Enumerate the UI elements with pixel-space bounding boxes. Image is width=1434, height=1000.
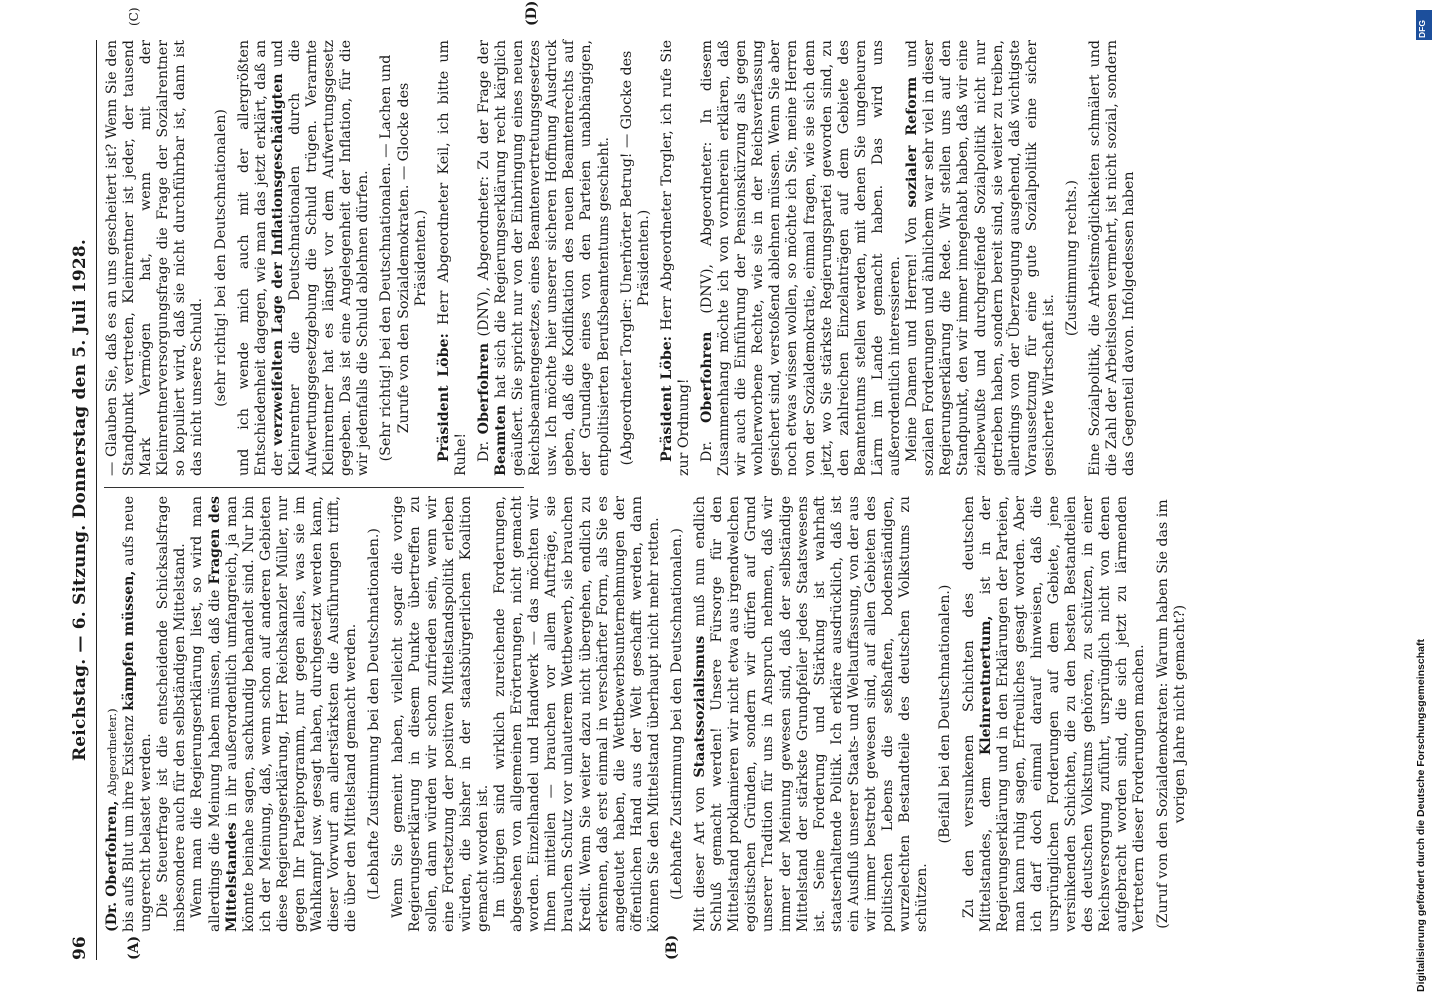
margin-letter-b: (B): [664, 934, 680, 960]
paragraph: Wenn Sie gemeint haben, vielleicht sogar die vorige Regierungserklärung in diesem Punkte übertreffen zu sollen, dann würden wir schon zufrieden sein, wenn wir eine Fortsetzung der positiven Mittelstandspolitik erleben würden, die bisher in der staatsbürgerlichen Koalition gemacht worden ist.: [389, 496, 491, 932]
paragraph: Im übrigen sind wirklich zureichende Forderungen, abgesehen von allgemeinen Erörterungen, nicht gemacht worden. Einzelhandel und Handwerk — das möchten wir Ihnen mitteilen — brauchen vor allem Aufträge, sie brauchen Schutz vor unlauterem Wettbewerb, sie brauchen Kredit. Wenn Sie weiter dazu nicht übergehen, endlich zu erkennen, daß erst einmal in verschärfter Form, als Sie es angedeutet haben, die Wettbewerbsunternehmungen der öffentlichen Hand aus der Welt geschafft werden, dann können Sie den Mittelstand überhaupt nicht mehr retten.: [492, 496, 662, 932]
paragraph: bis aufs Blut um ihre Existenz kämpfen müssen, aufs neue ungerecht belastet werden.: [121, 495, 155, 932]
paragraph: Wenn man die Regierungserklärung liest, so wird man allerdings die Meinung haben müssen, daß die Fragen des Mittelstandes in ihr außerordentlich umfangreich, ja man könnte beinahe sagen, sachkundig behandelt sind. Nur bin ich der Meinung, daß, wenn schon auf anderen Gebieten diese Regierungserklärung, Herr Reichskanzler Müller, nur gegen Ihr Parteiprogramm, nur gegen alles, was sie im Wahlkampf usw. gesagt haben, durchgesetzt werden kann, dieser Vorwurf am allerstärksten die Ausführungen trifft, die über den Mittelstand gemacht werden.: [189, 496, 360, 932]
interjection: (Abgeordneter Torgler: Unerhörter Betrug! — Glocke des Präsidenten.): [618, 50, 652, 466]
column-divider: [104, 487, 524, 488]
interjection: (Beifall bei den Deutschnationalen.): [937, 584, 954, 844]
running-head: Reichstag. — 6. Sitzung. Donnerstag den 5. Juli 1928.: [70, 238, 90, 762]
speaker-paragraph: Dr. Oberfohren (DNV), Abgeordneter: In diesem Zusammenhang möchte ich von vornherein erklären, daß wir auch die Einführung der Pensionskürzung als gegen wohlerworbene Rechte, wie sie in der Reichsverfassung gesichert sind, verstoßend ablehnen müssen. Wenn Sie aber noch etwas wissen wollen, so möchte ich Sie, meine Herren von der Sozialdemokratie, einmal fragen, wie sie sich denn jetzt, wo Sie stärkste Regierungspartei geworden sind, zu den zahlreichen Einzelanträgen auf dem Gebiete des Beamtentums stellen werden, mit denen Sie ungeheuren Lärm im Lande gemacht haben. Das wird uns außerordentlich interessieren.: [699, 40, 904, 476]
paragraph: Die Steuerfrage ist die entscheidende Schicksalsfrage insbesondere auch für den selbständigen Mittelstand.: [155, 496, 189, 932]
paragraph: Eine Sozialpolitik, die Arbeitsmöglichkeiten schmälert und die Zahl der Arbeitslosen vermehrt, ist nicht sozial, sondern das Gegenteil davon. Infolgedessen haben: [1087, 40, 1138, 476]
president-remark: Präsident Löbe: Herr Abgeordneter Keil, ich bitte um Ruhe!: [435, 39, 469, 476]
margin-letter-c: (C): [127, 7, 141, 26]
right-column: [104, 40, 1138, 476]
margin-letter-d: (D): [524, 0, 540, 26]
speaker-paragraph: Dr. Oberfohren (DNV), Abgeordneter: Zu der Frage der Beamten hat sich die Regierungserklärung recht kärglich geäußert. Sie spricht nur von der Einbringung eines neuen Reichsbeamtengesetzes, eines Beamtenvertretungsgesetzes usw. Ich möchte hier unserer sicheren Hoffnung Ausdruck geben, daß die Kodifikation des neuen Beamtenrechts auf der Grundlage eines von den Parteien unabhängigen, entpolitisierten Berufsbeamtentums geschieht.: [475, 39, 612, 476]
paragraph: Mit dieser Art von Staatssozialismus muß nun endlich Schluß gemacht werden! Unsere Fürsorge für den Mittelstand proklamieren wir nicht etwa aus irgendwelchen egoistischen Gründen, sondern wir dürfen auf Grund unserer Tradition für uns in Anspruch nehmen, daß wir immer der Meinung gewesen sind, daß der selbständige Mittelstand der stärkste Grundpfeiler jedes Staatswesens ist. Seine Forderung und Stärkung ist wahrhaft staatserhaltende Politik. Ich erkläre ausdrücklich, daß ist ein Ausfluß unserer Staats- und Weltauffassung, von der aus wir immer bestrebt gewesen sind, auf allen Gebieten des politischen Lebens die seßhaften, bodenständigen, wurzelechten Bestandteile des deutschen Volkstums zu schützen.: [692, 496, 931, 932]
document-page: [70, 0, 1370, 960]
interjection: (Zuruf von den Sozialdemokraten: Warum haben Sie das im vorigen Jahre nicht gemacht?): [1154, 499, 1188, 929]
margin-letter-a: (A): [126, 935, 142, 960]
digitization-credit: [1405, 0, 1434, 1000]
page-number: 96: [70, 936, 90, 960]
left-column: [104, 496, 1195, 932]
dfg-logo: DFG: [1416, 10, 1432, 40]
interjection: (Lebhafte Zustimmung bei den Deutschnationalen.): [669, 528, 685, 900]
interjection: (Lebhafte Zustimmung bei den Deutschnationalen.): [366, 528, 383, 900]
paragraph: — Glauben Sie, daß es an uns gescheitert ist? Wenn Sie den Standpunkt vertreten, Kleinrentner ist jeder, der tausend Mark Vermögen hat, wenn mit der Kleinrentnerversorgungsfrage die Frage der Sozialrentner so kopuliert wird, daß sie nicht durchführbar ist, dann ist das nicht unsere Schuld.: [104, 40, 206, 476]
president-remark: Präsident Löbe: Herr Abgeordneter Torgler, ich rufe Sie zur Ordnung!: [658, 40, 692, 476]
interjection: (Zustimmung rechts.): [1063, 179, 1080, 337]
paragraph: Meine Damen und Herren! Von sozialer Reform und sozialen Forderungen und ähnlichem war sehr viel in dieser Regierungserklärung die Rede. Wir stellen uns auf den Standpunkt, den wir immer innegehabt haben, daß wir eine zielbewußte und durchgreifende Sozialpolitik nicht nur getrieben haben, sondern bereit sind, sie weiter zu treiben, allerdings von der Überzeugung ausgehend, daß wichtigste Voraussetzung für eine gute Sozialpolitik eine sicher gesicherte Wirtschaft ist.: [904, 40, 1057, 476]
interjection: (Sehr richtig! bei den Deutschnationalen. — Lachen und Zurufe von den Sozialdemokraten. — Glocke des Präsidenten.): [378, 54, 429, 462]
page-header: [70, 40, 97, 960]
paragraph: Zu den versunkenen Schichten des deutschen Mittelstandes, dem Kleinrentnertum, ist in der Regierungserklärung und in den Erklärungen der Parteien, man kann ruhig sagen, Erfreuliches gesagt worden. Aber ich darf doch einmal darauf hinweisen, daß die ursprünglichen Forderungen auf dem Gebiete, jene versinkenden Schichten, die zu den besten Bestandteilen des deutschen Volkstums gehören, zu schützen, in einer Reichsversorgung zuführt, ursprünglich nicht von denen aufgebracht worden sind, die sich jetzt zu lärmenden Vertretern dieser Forderungen machen.: [960, 496, 1148, 932]
interjection: (sehr richtig! bei den Deutschnationalen): [212, 109, 229, 407]
paragraph: und ich wende mich auch mit der allergrößten Entschiedenheit dagegen, wie man das jetzt erklärt, daß an der verzweifelten Lage der Inflationsgeschädigten und Kleinrentner die Deutschnationalen durch die Aufwertungsgesetzgebung die Schuld trügen. Verarmte Kleinrentner hat es längst vor dem Aufwertungsgesetz gegeben. Das ist eine Angelegenheit der Inflation, für die wir jedenfalls die Schuld ablehnen dürfen.: [235, 40, 372, 476]
credit-text: Digitalisierung gefördert durch die Deutsche Forschungsgemeinschaft: [1415, 639, 1427, 992]
speaker-continuation: (Dr. Oberfohren, Abgeordneter.): [104, 708, 120, 932]
